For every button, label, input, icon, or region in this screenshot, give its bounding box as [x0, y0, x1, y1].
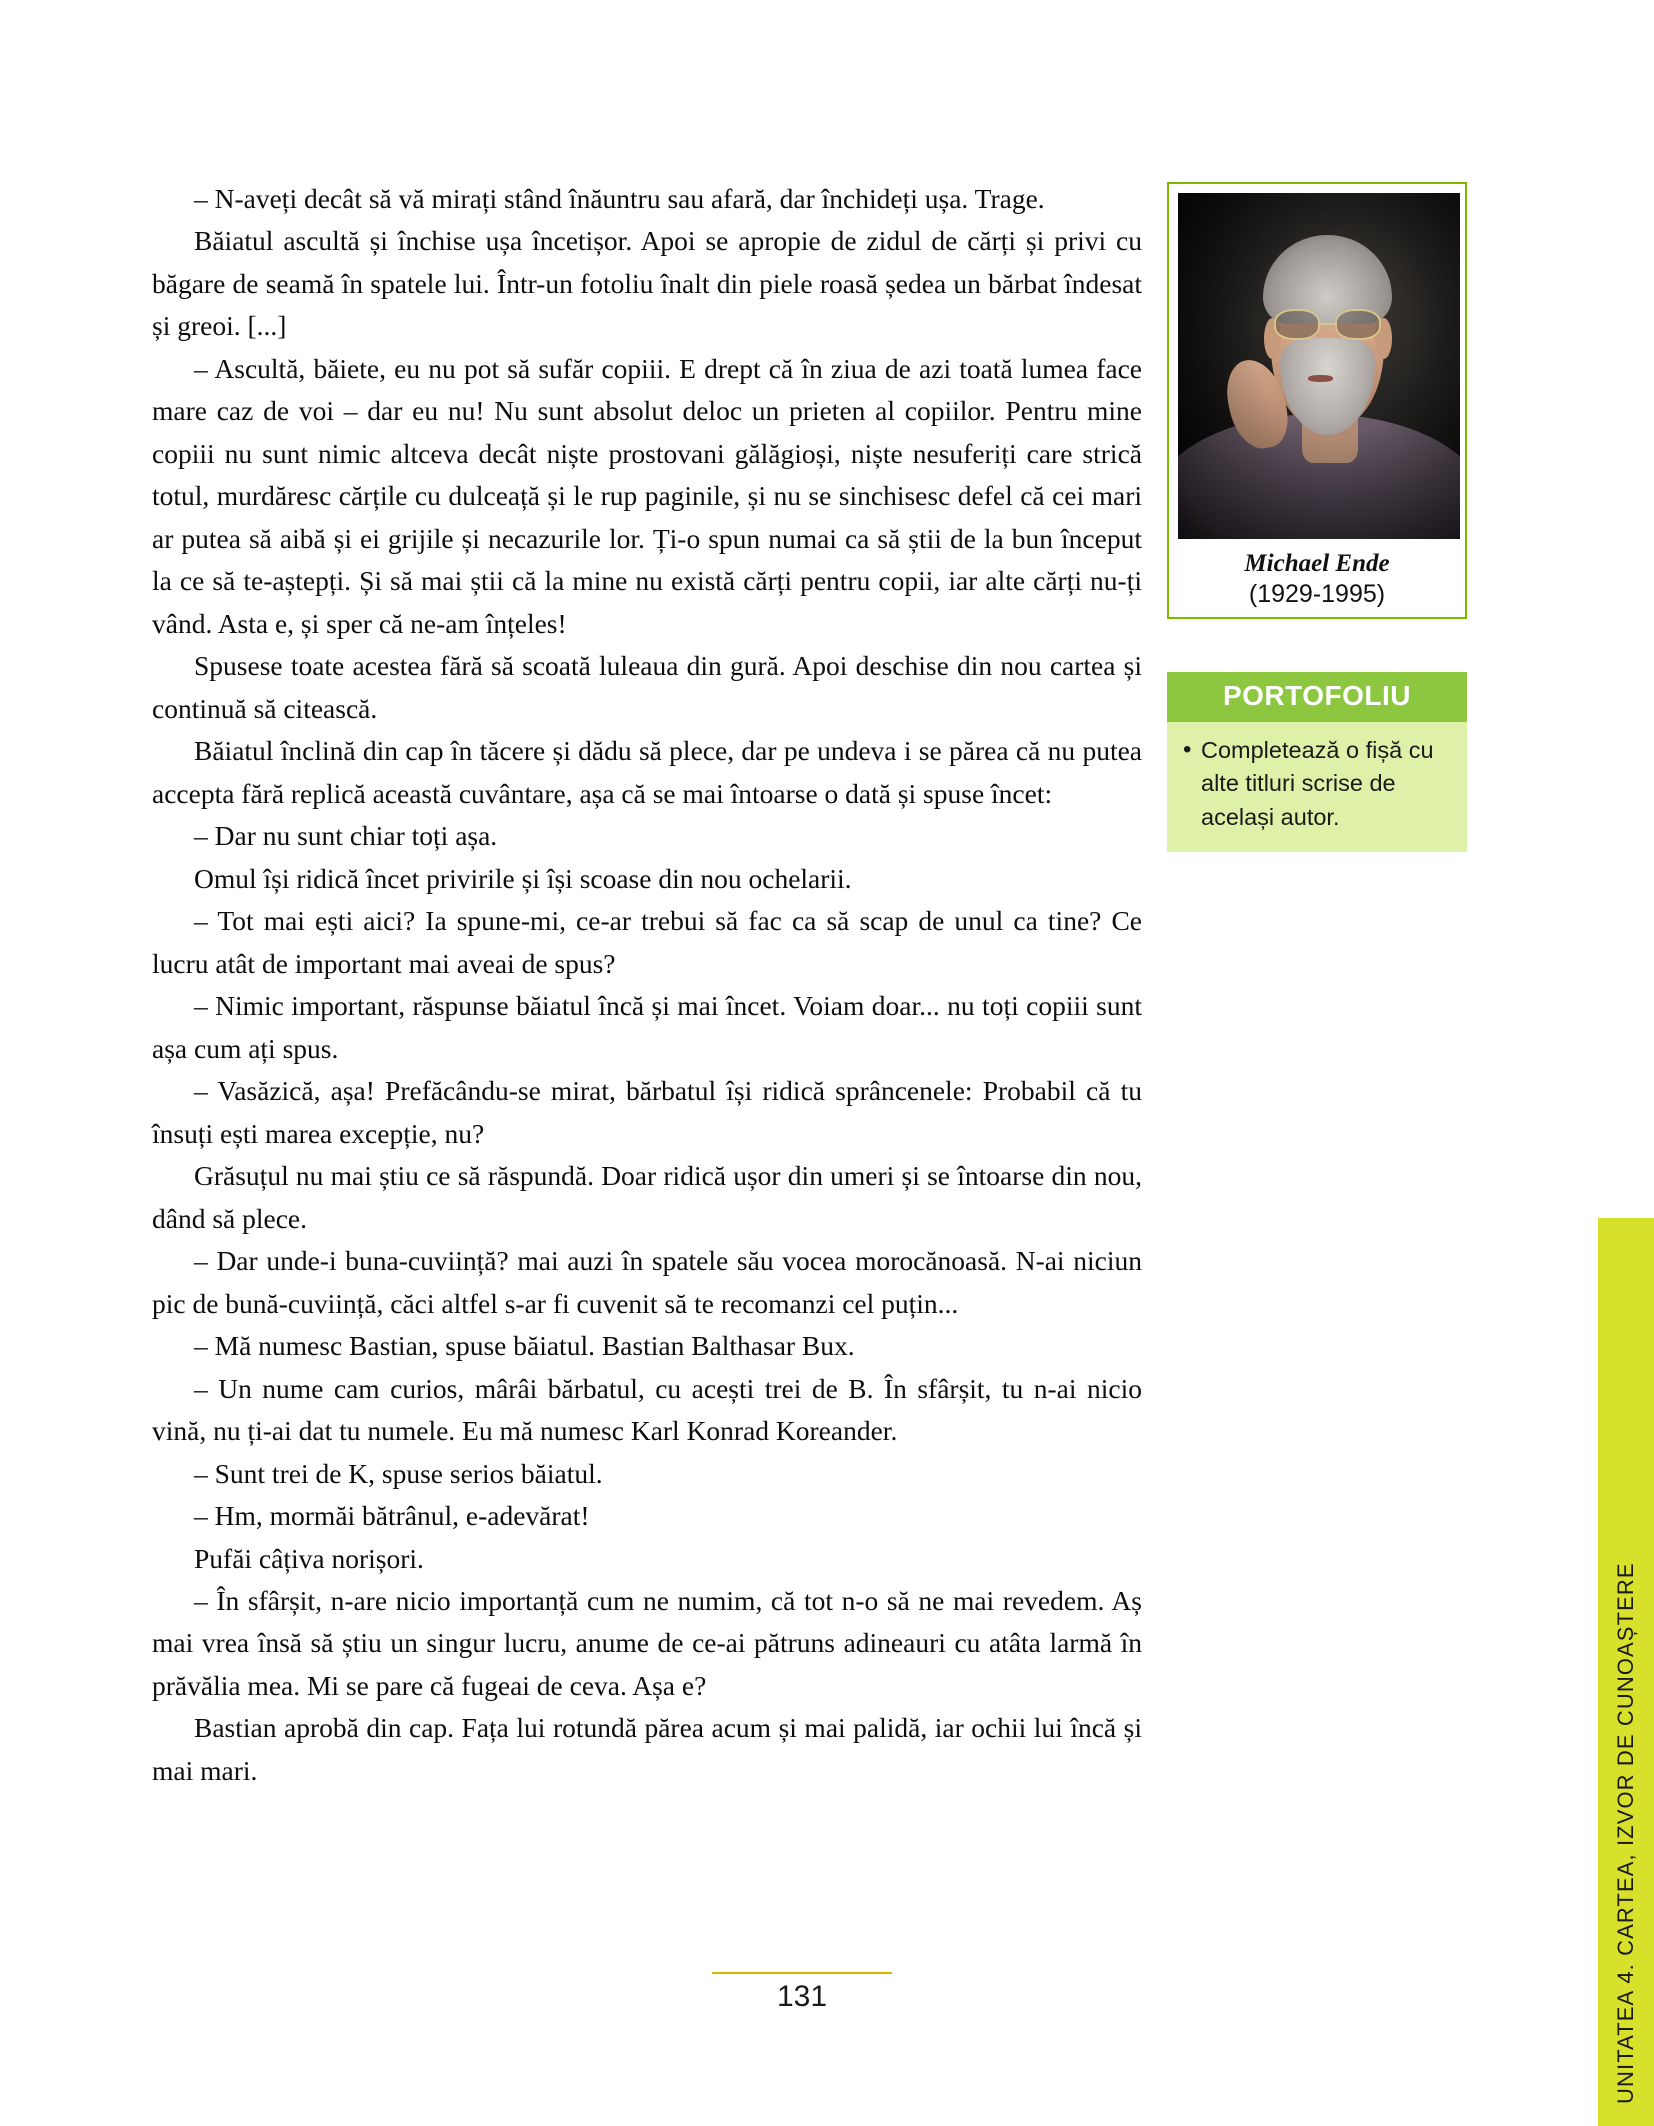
paragraph: – Tot mai ești aici? Ia spune-mi, ce-ar trebui să fac ca să scap de unul ca tine? Ce lucru atât de important mai aveai de spus? [152, 905, 1142, 979]
author-info-box [1167, 182, 1467, 619]
paragraph: – Ascultă, băiete, eu nu pot să sufăr copiii. E drept că în ziua de azi toată lumea face mare caz de voi – dar eu nu! Nu sunt absolut deloc un prieten al copiilor. Pentru mine copiii nu sunt nimic altceva decât niște prostovani gălăgioși, niște nesuferiți care strică totul, murdăresc cărțile cu dulceață și le rup paginile, și nu se sinchisesc defel că cei mari ar putea să aibă și ei grijile și necazurile lor. Ți-o spun numai ca să știi de la bun început la ce să te-aștepți. Și să mai știi că la mine nu există cărți pentru copii, iar alte cărți nu-ți vând. Asta e, și sper că ne-am înțeles! [152, 352, 1142, 639]
body-text-column [152, 178, 1142, 1792]
unit-side-tab-label: UNITATEA 4. CARTEA, IZVOR DE CUNOAȘTERE [1613, 1562, 1638, 2104]
portofoliu-body [1167, 722, 1467, 852]
paragraph: Spusese toate acestea fără să scoată luleaua din gură. Apoi deschise din nou cartea și continuă să citească. [152, 650, 1142, 724]
unit-side-tab [1598, 1218, 1654, 2126]
paragraph: – În sfârșit, n-are nicio importanță cum ne numim, că tot n-o să ne mai revedem. Aș mai vrea însă să știu un singur lucru, anume de ce-ai pătruns adineauri cu atâta larmă în prăvălia mea. Mi se pare că fugeai de ceva. Așa e? [152, 1584, 1142, 1701]
author-name: Michael Ende [1244, 550, 1390, 577]
paragraph: Omul își ridică încet privirile și își scoase din nou ochelarii. [194, 862, 852, 894]
paragraph: Băiatul înclină din cap în tăcere și dădu să plece, dar pe undeva i se părea că nu putea accepta fără replică această cuvântare, așa că se mai întoarse o dată și spuse încet: [152, 735, 1142, 809]
paragraph: – Sunt trei de K, spuse serios băiatul. [194, 1457, 603, 1489]
paragraph: – Hm, mormăi bătrânul, e-adevărat! [194, 1500, 590, 1532]
portofoliu-title: PORTOFOLIU [1167, 672, 1467, 722]
paragraph: – N-aveți decât să vă mirați stând înăuntru sau afară, dar închideți ușa. Trage. [194, 183, 1045, 214]
author-life-years: (1929-1995) [1248, 580, 1386, 608]
paragraph: – Nimic important, răspunse băiatul încă și mai încet. Voiam doar... nu toți copiii sunt așa cum ați spus. [152, 990, 1142, 1064]
author-portrait-image [1178, 193, 1460, 539]
footer-divider [712, 1972, 892, 1974]
page-number: 131 [776, 1980, 828, 2013]
paragraph: Bastian aprobă din cap. Fața lui rotundă părea acum și mai palidă, iar ochii lui încă și mai mari. [152, 1712, 1142, 1786]
paragraph: – Un nume cam curios, mârâi bărbatul, cu acești trei de B. În sfârșit, tu n-ai nicio vină, nu ți-ai dat tu numele. Eu mă numesc Karl Konrad Koreander. [152, 1372, 1142, 1447]
paragraph: – Dar nu sunt chiar toți așa. [194, 820, 498, 852]
paragraph: Băiatul ascultă și închise ușa încetișor. Apoi se apropie de zidul de cărți și privi cu băgare de seamă în spatele lui. Într-un fotoliu înalt din piele roasă ședea un bărbat îndesat și greoi. [...] [152, 225, 1142, 342]
paragraph: – Dar unde-i buna-cuviință? mai auzi în spatele său vocea morocănoasă. N-ai niciun pic de bună-cuviință, căci altfel s-ar fi cuvenit să te recomanzi cel puțin... [152, 1245, 1142, 1319]
paragraph: – Mă numesc Bastian, spuse băiatul. Bastian Balthasar Bux. [194, 1330, 855, 1362]
paragraph: Pufăi câțiva norișori. [194, 1542, 424, 1574]
portrait-vignette [1178, 193, 1460, 539]
portofoliu-panel [1167, 672, 1467, 852]
portofoliu-task: • Completează o fișă cu alte titluri scrise de același autor. [1181, 734, 1453, 834]
paragraph: Grăsuțul nu mai știu ce să răspundă. Doar ridică ușor din umeri și se întoarse din nou, dând să plece. [152, 1160, 1142, 1234]
paragraph: – Vasăzică, așa! Prefăcându-se mirat, bărbatul își ridică sprâncenele: Probabil că tu însuți ești marea excepție, nu? [152, 1075, 1142, 1149]
